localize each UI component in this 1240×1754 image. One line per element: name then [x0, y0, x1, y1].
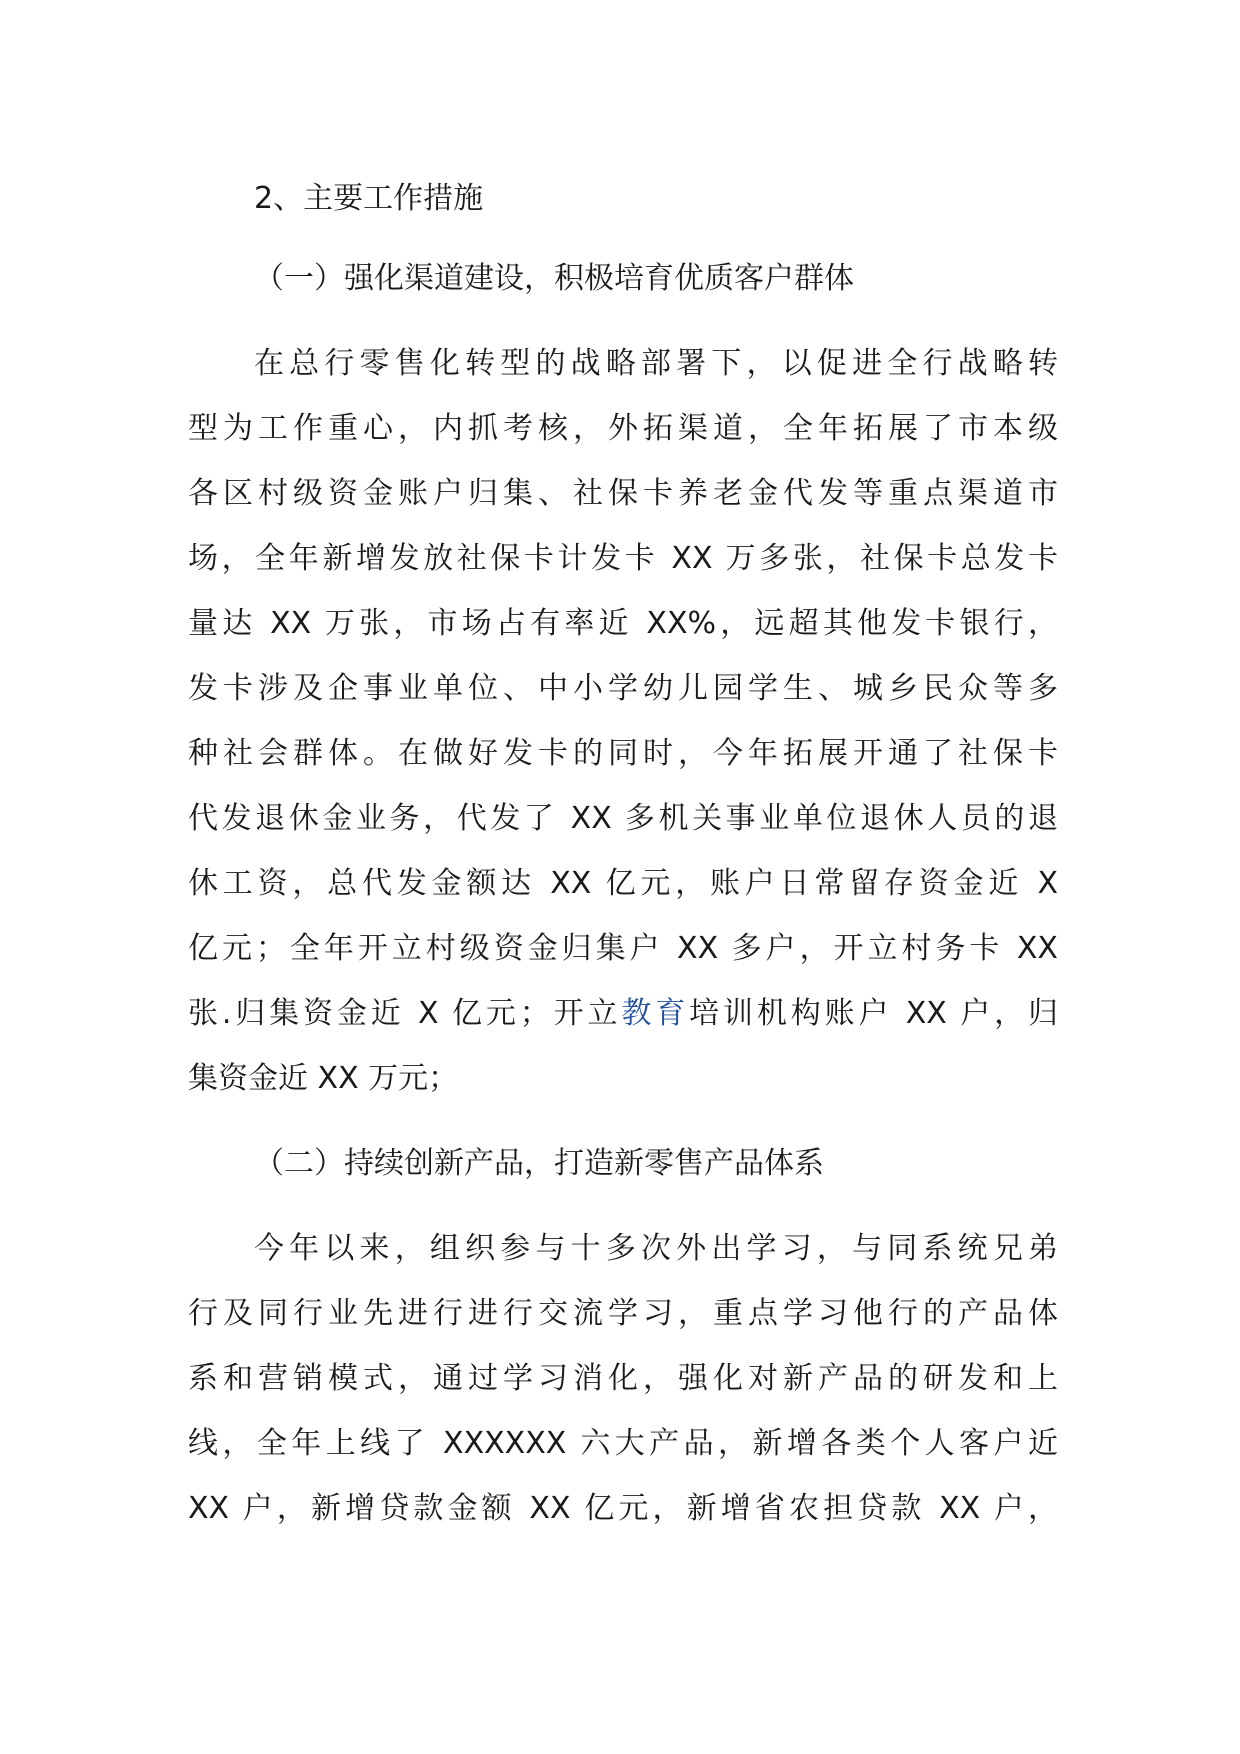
- section-heading: 2、主要工作措施: [254, 181, 484, 216]
- paragraph-text: 培训机构账户 XX 户，归: [689, 996, 1058, 1031]
- paragraph-line: 亿元；全年开立村级资金归集户 XX 多户，开立村务卡 XX: [188, 931, 1058, 966]
- paragraph-line: 各区村级资金账户归集、社保卡养老金代发等重点渠道市: [188, 476, 1058, 511]
- paragraph-line: 系和营销模式，通过学习消化，强化对新产品的研发和上: [188, 1361, 1058, 1396]
- paragraph-2: [188, 1216, 1058, 1541]
- subsection-heading-1: （一）强化渠道建设，积极培育优质客户群体: [254, 261, 854, 296]
- paragraph-line: 量达 XX 万张，市场占有率近 XX%，远超其他发卡银行，: [188, 606, 1058, 641]
- paragraph-line: 代发退休金业务，代发了 XX 多机关事业单位退休人员的退: [188, 801, 1058, 836]
- subsection-heading-2: （二）持续创新产品，打造新零售产品体系: [254, 1146, 824, 1181]
- paragraph-line: 场，全年新增发放社保卡计发卡 XX 万多张，社保卡总发卡: [188, 541, 1058, 576]
- paragraph-line: 休工资，总代发金额达 XX 亿元，账户日常留存资金近 X: [188, 866, 1058, 901]
- paragraph-text: 张.归集资金近 X 亿元；开立: [188, 996, 622, 1031]
- paragraph-line: 型为工作重心，内抓考核，外拓渠道，全年拓展了市本级: [188, 411, 1058, 446]
- paragraph-line: 在总行零售化转型的战略部署下，以促进全行战略转: [254, 346, 1058, 381]
- paragraph-line: 发卡涉及企事业单位、中小学幼儿园学生、城乡民众等多: [188, 671, 1058, 706]
- education-link[interactable]: 教育: [621, 996, 690, 1031]
- paragraph-line: 线，全年上线了 XXXXXX 六大产品，新增各类个人客户近: [188, 1426, 1058, 1461]
- paragraph-line: 行及同行业先进行进行交流学习，重点学习他行的产品体: [188, 1296, 1058, 1331]
- document-body: [188, 166, 1058, 1541]
- paragraph-line: 集资金近 XX 万元；: [188, 1061, 459, 1096]
- paragraph-line: XX 户，新增贷款金额 XX 亿元，新增省农担贷款 XX 户，: [188, 1491, 1058, 1526]
- paragraph-line: 今年以来，组织参与十多次外出学习，与同系统兄弟: [254, 1231, 1058, 1266]
- paragraph-1: [188, 331, 1058, 1111]
- paragraph-line: 种社会群体。在做好发卡的同时，今年拓展开通了社保卡: [188, 736, 1058, 771]
- paragraph-line: [188, 981, 1058, 1046]
